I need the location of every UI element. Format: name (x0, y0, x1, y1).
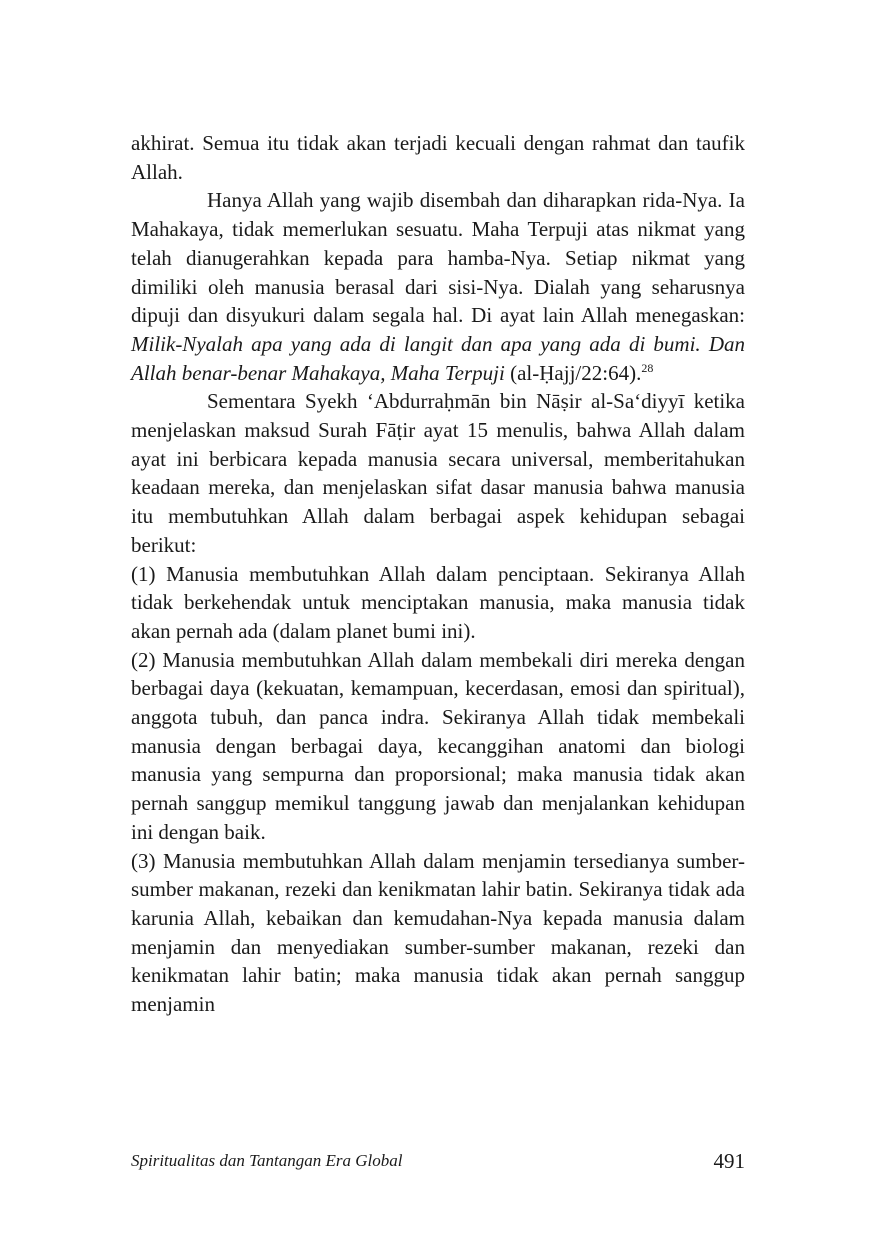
list-item: (1) Manusia membutuhkan Allah dalam penciptaan. Sekiranya Allah tidak berkehendak untuk menciptakan manusia, maka manusia tidak akan pernah ada (dalam planet bumi ini). (131, 561, 745, 643)
page-number: 491 (713, 1149, 745, 1173)
footnote-marker: 28 (641, 360, 654, 375)
list-item: (3) Manusia membutuhkan Allah dalam menjamin tersedianya sumber-sumber makanan, rezeki dan kenikmatan lahir batin. Sekiranya tidak ada karunia Allah, kebaikan dan kemudahan-Nya kepada manusia dalam menjamin dan menyediakan sumber-sumber makanan, rezeki dan kenikmatan lahir batin; maka manusia tidak akan pernah sanggup menjamin (131, 848, 745, 1017)
paragraph-text: Hanya Allah yang wajib disembah dan diharapkan rida-Nya. Ia Mahakaya, tidak memerlukan sesuatu. Maha Terpuji atas nikmat yang telah dianugerahkan kepada para hamba-Nya. Setiap nikmat yang dimiliki oleh manusia berasal dari sisi-Nya. Dialah yang seharusnya dipuji dan disyukuri dalam segala hal. Di ayat lain Allah menegaskan: (131, 188, 745, 328)
book-title: Spiritualitas dan Tantangan Era Global (131, 1151, 403, 1170)
paragraph-allah-mahakaya (131, 186, 745, 387)
list-item: (2) Manusia membutuhkan Allah dalam membekali diri mereka dengan berbagai daya (kekuatan, kemampuan, kecerdasan, emosi dan spiritual), anggota tubuh, dan panca indra. Sekiranya Allah tidak membekali manusia dengan berbagai daya, kecanggihan anatomi dan biologi manusia yang sempurna dan proporsional; maka manusia tidak akan pernah sanggup memikul tanggung jawab dan menjalankan kehidupan ini dengan baik. (131, 647, 745, 844)
body-text (131, 129, 745, 1019)
page-footer (131, 1151, 745, 1177)
quran-quote: Milik-Nyalah apa yang ada di langit dan apa yang ada di bumi. Dan Allah benar-benar Mahakaya, Maha Terpuji (131, 331, 745, 385)
quote-reference: (al-Ḥajj/22:64). (504, 360, 642, 385)
paragraph-continuation: akhirat. Semua itu tidak akan terjadi kecuali dengan rahmat dan taufik Allah. (131, 131, 745, 184)
paragraph-sadiyyi: Sementara Syekh ‘Abdurraḥmān bin Nāṣir al-Sa‘diyyī ketika menjelaskan maksud Surah Fāṭir ayat 15 menulis, bahwa Allah dalam ayat ini berbicara kepada manusia secara universal, memberitahukan keadaan mereka, dan menjelaskan sifat dasar manusia bahwa manusia itu membutuhkan Allah dalam berbagai aspek kehidupan sebagai berikut: (131, 389, 745, 557)
